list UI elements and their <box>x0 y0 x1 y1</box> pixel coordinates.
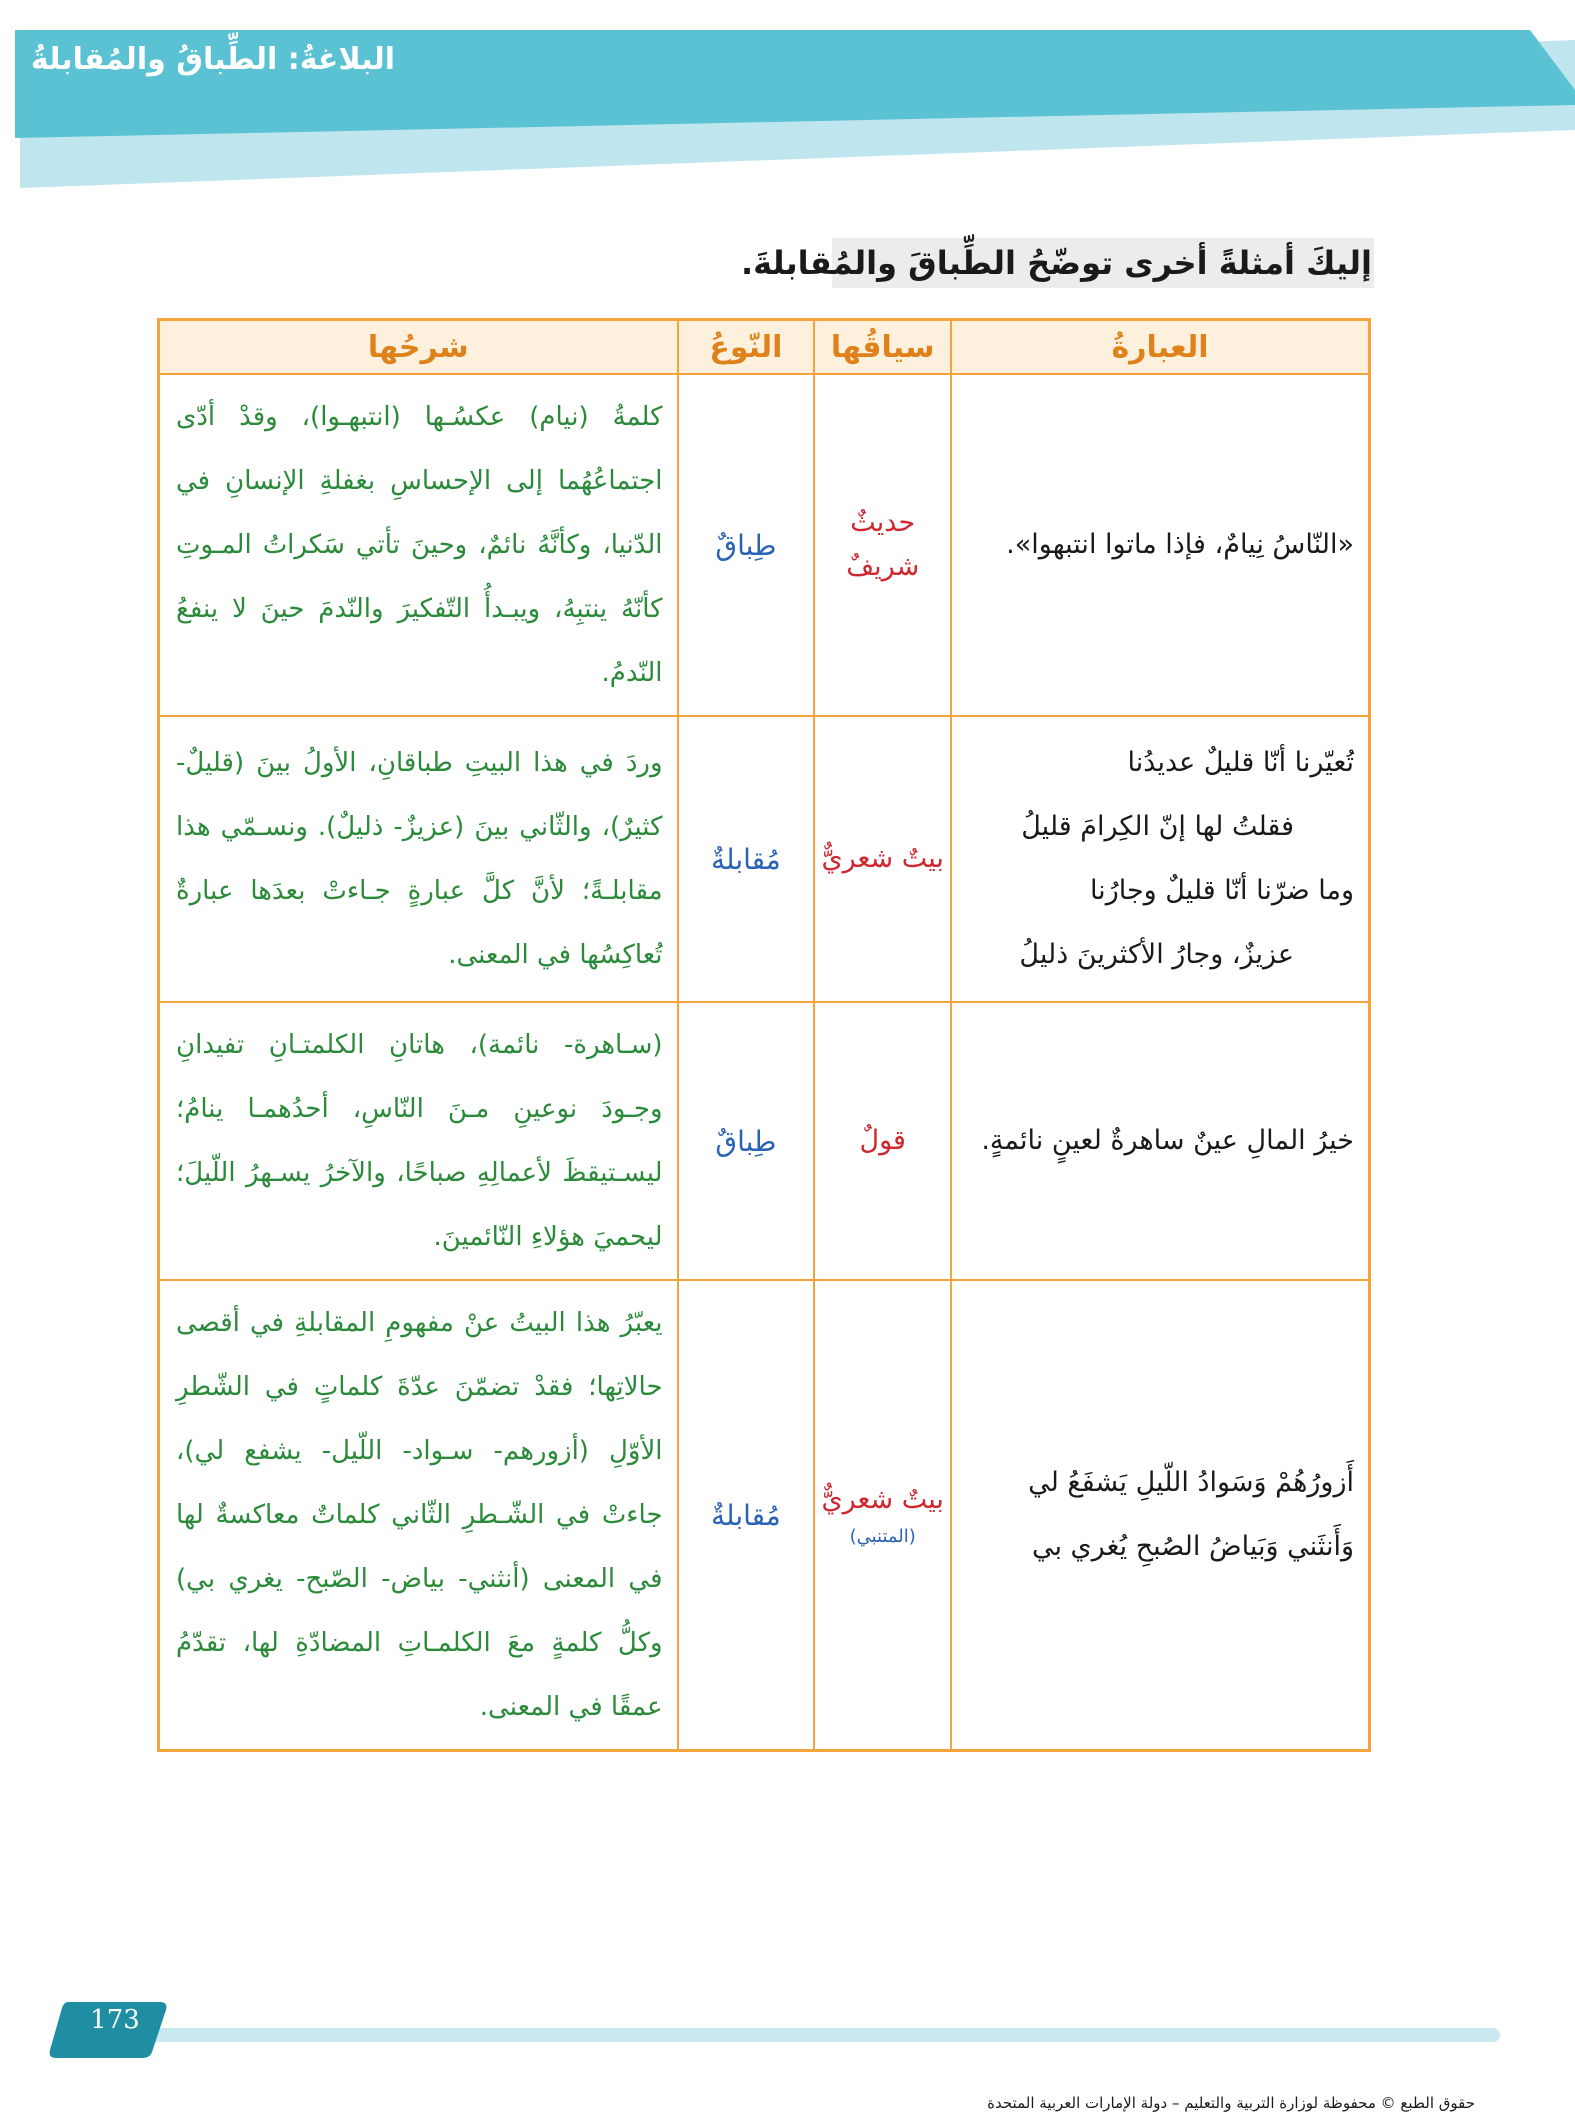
header-expression: العبارةُ <box>951 320 1369 375</box>
table-row <box>159 374 1370 716</box>
type-cell: طِباقٌ <box>678 1002 815 1280</box>
verse-line: أَزورُهُمْ وَسَوادُ اللّيلِ يَشفَعُ لي <box>1028 1467 1354 1498</box>
header-type: النّوعُ <box>678 320 815 375</box>
table-row <box>159 1280 1370 1751</box>
intro-heading: إليكَ أمثلةً أخرى توضّحُ الطِّباقَ والمُقابلةَ. <box>832 238 1374 288</box>
header-explanation: شرحُها <box>159 320 678 375</box>
chapter-title: البلاغةُ: الطِّباقُ والمُقابلةُ <box>30 42 395 77</box>
verse-line: وما ضرّنا أنّا قليلٌ وجارُنا <box>1089 875 1354 906</box>
expression-cell <box>951 1002 1369 1280</box>
context-line: بيتٌ شعريٌّ <box>821 1484 944 1515</box>
footer-bar <box>0 1990 1575 2090</box>
expression-cell <box>951 1280 1369 1751</box>
examples-table <box>157 318 1371 1752</box>
explanation-cell: يعبّرُ هذا البيتُ عنْ مفهومِ المقابلةِ في أقصى حالاتِها؛ فقدْ تضمّنَ عدّةَ كلماتٍ في الشّطرِ الأوّلِ (أزورهم- سـواد- اللّيل- يشفع لي)، جاءتْ في الشّـطرِ الثّاني كلماتٌ معاكسةٌ لها في المعنى (أنثني- بياض- الصّبح- يغري بي) وكلُّ كلمةٍ معَ الكلمـاتِ المضادّةِ لها، تقدّمُ عمقًا في المعنى. <box>159 1280 678 1751</box>
explanation-cell: وردَ في هذا البيتِ طباقانِ، الأولُ بينَ (قليلٌ- كثيرٌ)، والثّاني بينَ (عزيزٌ- ذليلٌ). ونسـمّي هذا مقابلـةً؛ لأنَّ كلَّ عبارةٍ جـاءتْ بعدَها عبارةٌ تُعاكِسُها في المعنى. <box>159 716 678 1002</box>
verse-line: وَأَنثَني وَبَياضُ الصُبحِ يُغري بي <box>1031 1531 1354 1562</box>
context-cell <box>814 1002 951 1280</box>
table-row <box>159 1002 1370 1280</box>
expression-line: «النّاسُ نِيامٌ، فإذا ماتوا انتبهوا». <box>1006 529 1354 560</box>
page-number: 173 <box>90 2005 140 2035</box>
expression-cell <box>951 374 1369 716</box>
type-cell: مُقابلةٌ <box>678 1280 815 1751</box>
expression-line: خيرُ المالِ عينٌ ساهرةٌ لعينٍ نائمةٍ. <box>981 1125 1354 1156</box>
type-cell: طِباقٌ <box>678 374 815 716</box>
table-header-row <box>159 320 1370 375</box>
header-banner <box>0 0 1575 200</box>
context-line: قولٌ <box>859 1125 906 1156</box>
expression-cell <box>951 716 1369 1002</box>
context-cell <box>814 374 951 716</box>
context-line: حديثٌ <box>850 507 916 538</box>
explanation-cell: كلمةُ (نيام) عكسُـها (انتبهـوا)، وقدْ أدّى اجتماعُهُما إلى الإحساسِ بغفلةِ الإنسانِ في الدّنيا، وكأنَّهُ نائمٌ، وحينَ تأتي سَكراتُ المـوتِ كأنّهُ ينتبِهُ، ويبـدأُ التّفكيرَ والنّدمَ حينَ لا ينفعُ النّدمُ. <box>159 374 678 716</box>
context-line: شريفٌ <box>846 551 920 582</box>
verse-line: عزيزٌ، وجارُ الأكثرينَ ذليلُ <box>1019 939 1294 970</box>
copyright-notice: حقوق الطبع © محفوظة لوزارة التربية والتعليم – دولة الإمارات العربية المتحدة <box>987 2094 1475 2112</box>
context-cell <box>814 1280 951 1751</box>
header-context: سياقُها <box>814 320 951 375</box>
verse-line: تُعيّرنا أنّا قليلٌ عديدُنا <box>1127 747 1354 778</box>
context-line: بيتٌ شعريٌّ <box>821 843 944 874</box>
type-cell: مُقابلةٌ <box>678 716 815 1002</box>
context-cell <box>814 716 951 1002</box>
table-row <box>159 716 1370 1002</box>
verse-line: فقلتُ لها إنّ الكِرامَ قليلُ <box>1021 811 1294 842</box>
poet-name: (المتنبي) <box>849 1526 916 1547</box>
explanation-cell: (سـاهرة- نائمة)، هاتانِ الكلمتـانِ تفيدانِ وجـودَ نوعينِ مـنَ النّاسِ، أحدُهمـا ينامُ؛ ليسـتيقظَ لأعمالِهِ صباحًا، والآخرُ يسـهرُ اللّيلَ؛ ليحميَ هؤلاءِ النّائمينَ. <box>159 1002 678 1280</box>
